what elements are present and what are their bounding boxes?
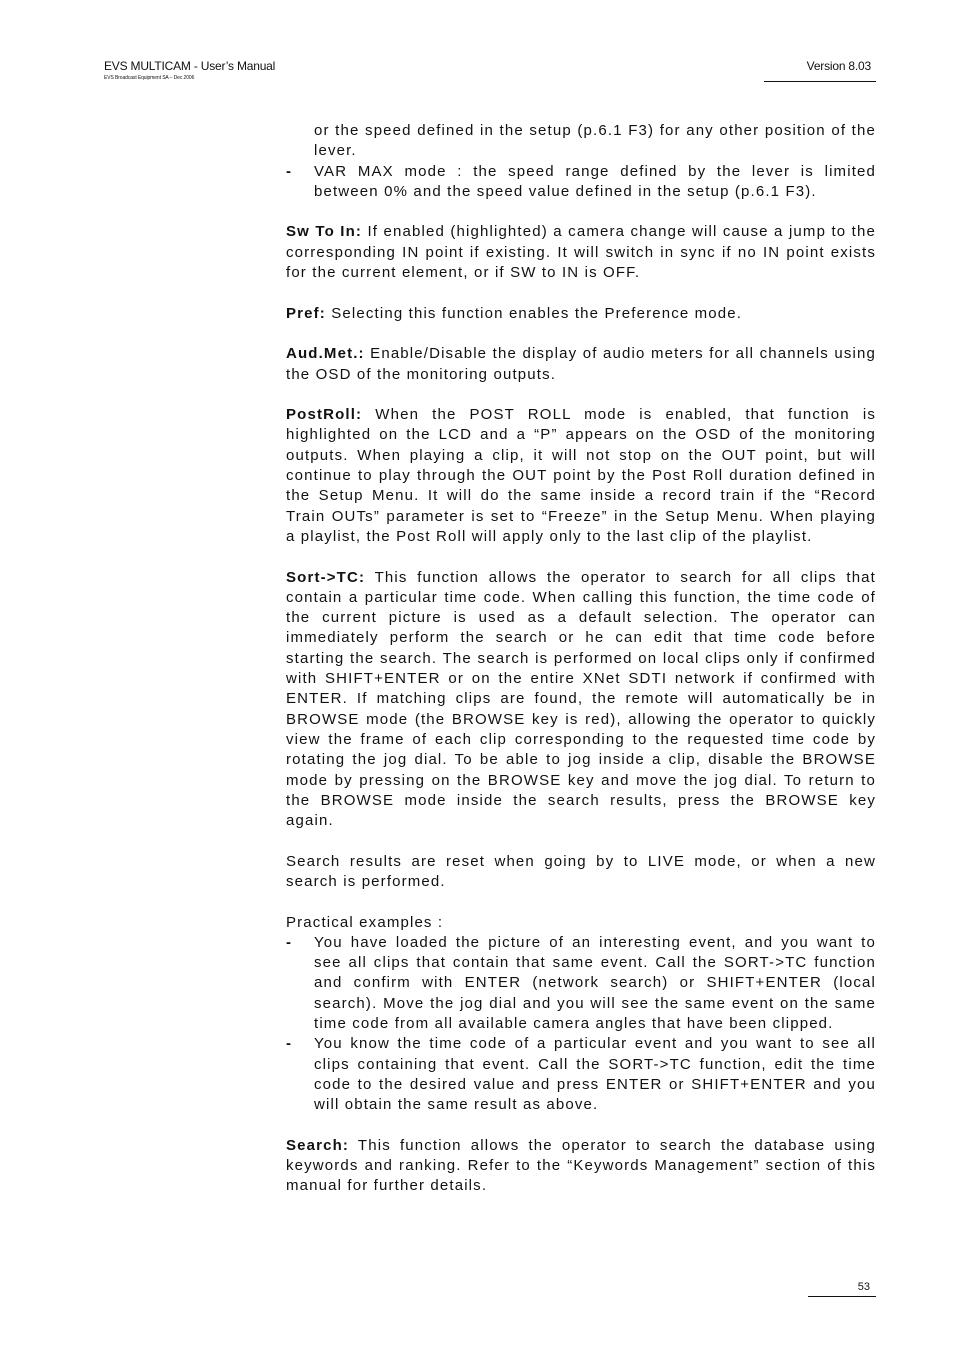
list-item xyxy=(286,933,876,1034)
term-text: Selecting this function enables the Preference mode. xyxy=(325,304,743,322)
bullet-dash: - xyxy=(286,933,293,951)
footer-rule xyxy=(808,1296,876,1297)
paragraph-search xyxy=(286,1136,876,1197)
page-number: 53 xyxy=(857,1281,870,1293)
term-text: This function allows the operator to search for all clips that contain a particular time code. When calling this function, the time code of the current picture is used as a default selection. The operator can immediately perform the search or he can edit that time code before starting the search. The search is performed on local clips only if confirmed with SHIFT+ENTER or on the entire XNet SDTI network if confirmed with ENTER. If matching clips are found, the remote will automatically be in BROWSE mode (the BROWSE key is red), allowing the operator to quickly view the frame of each clip corresponding to the requested time code by rotating the jog dial. To be able to jog inside a clip, disable the BROWSE mode by pressing on the BROWSE key and move the jog dial. To return to the BROWSE mode inside the search results, press the BROWSE key again. xyxy=(286,568,876,830)
term-text: If enabled (highlighted) a camera change will cause a jump to the corresponding IN point if existing. It will switch in sync if no IN point exists for the current element, or if SW to IN is OFF. xyxy=(286,223,876,282)
list-item-text: VAR MAX mode : the speed range defined by the lever is limited between 0% and the speed value defined in the setup (p.6.1 F3). xyxy=(314,162,876,200)
page-body xyxy=(286,121,876,1197)
term-label: Pref: xyxy=(286,304,326,322)
term-text: This function allows the operator to search the database using keywords and ranking. Refer to the “Keywords Management” section of this manual for further details. xyxy=(286,1136,876,1195)
term-label: Sw To In: xyxy=(286,223,363,241)
header-rule xyxy=(764,81,876,82)
paragraph-aud-met xyxy=(286,344,876,385)
list-item-text: You have loaded the picture of an interesting event, and you want to see all clips that contain that same event. Call the SORT->TC function and confirm with ENTER (network search) or SHIFT+ENTER (local search). Move the jog dial and you will see the same event on the same time code from all available camera angles that have been clipped. xyxy=(314,933,876,1033)
paragraph-sort-tc xyxy=(286,568,876,832)
bullet-dash: - xyxy=(286,162,293,180)
term-text: When the POST ROLL mode is enabled, that function is highlighted on the LCD and a “P” appears on the OSD of the monitoring outputs. When playing a clip, it will not stop on the OUT point, but will continue to play through the OUT point by the Post Roll duration defined in the Setup Menu. It will do the same inside a record train if the “Record Train OUTs” parameter is set to “Freeze” in the Setup Menu. When playing a playlist, the Post Roll will apply only to the last clip of the playlist. xyxy=(286,406,876,545)
list-item xyxy=(286,1034,876,1115)
paragraph-search-reset: Search results are reset when going by to LIVE mode, or when a new search is performed. xyxy=(286,852,876,890)
continued-paragraph: or the speed defined in the setup (p.6.1 F3) for any other position of the lever. xyxy=(314,122,876,160)
term-label: Sort->TC: xyxy=(286,568,366,586)
term-label: Aud.Met.: xyxy=(286,345,365,363)
paragraph-postroll xyxy=(286,405,876,547)
manual-subtitle: EVS Broadcast Equipment SA – Dec 2006 xyxy=(104,75,195,81)
version-label: Version 8.03 xyxy=(806,59,871,73)
paragraph-pref xyxy=(286,304,876,324)
bullet-dash: - xyxy=(286,1035,293,1053)
practical-examples-heading: Practical examples : xyxy=(286,913,444,931)
page-header-left xyxy=(104,59,275,81)
manual-title: EVS MULTICAM - User’s Manual xyxy=(104,59,276,73)
list-item xyxy=(286,162,876,203)
paragraph-sw-to-in xyxy=(286,222,876,283)
term-text: Enable/Disable the display of audio meters for all channels using the OSD of the monitoring outputs. xyxy=(286,345,876,383)
term-label: Search: xyxy=(286,1136,350,1154)
term-label: PostRoll: xyxy=(286,406,363,424)
list-item-text: You know the time code of a particular event and you want to see all clips containing that event. Call the SORT->TC function, edit the time code to the desired value and press ENTER or SHIFT+ENTER and you will obtain the same result as above. xyxy=(314,1035,876,1114)
